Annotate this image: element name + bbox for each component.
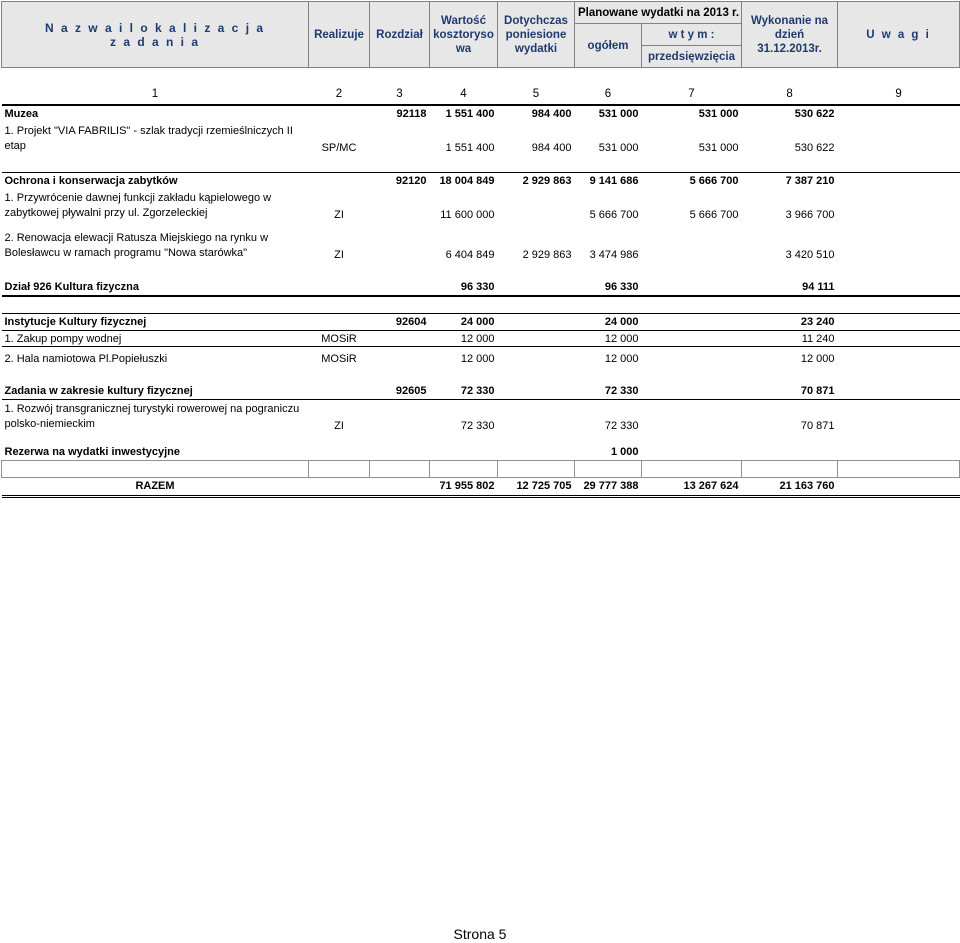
row-rozdzial: 92605 [395,384,427,397]
row-name: 1. Przywrócenie dawnej funkcji zakładu kąpielowego w zabytkowej pływalni przy ul. Zgorzeleckiej [4,192,272,219]
row-przedsiewziecia: 13 267 624 [642,477,742,496]
row-wartosc: 96 330 [460,281,495,293]
header-uwagi: U w a g i [838,2,960,68]
col-num: 4 [430,84,498,105]
col-num: 3 [370,84,430,105]
row-wykonanie: 530 622 [794,108,835,120]
header-wartosc: Wartość kosztoryso wa [430,2,498,68]
row-wartosc: 18 004 849 [439,175,495,187]
header-realizuje: Realizuje [309,2,370,68]
empty-grid-row [2,460,960,477]
row-ogolem: 3 474 986 [589,249,639,261]
header-row [2,2,960,24]
header-rozdzial: Rozdział [370,2,430,68]
row-wartosc: 11 600 000 [440,209,495,221]
row-ogolem: 12 000 [604,353,639,365]
row-name: 2. Renowacja elewacji Ratusza Miejskiego na rynku w Bolesławcu w ramach programu "Nowa starówka" [4,232,269,259]
row-rozdzial: 92120 [395,175,427,187]
col-num: 2 [309,84,370,105]
item-row-rozwoj [2,399,960,434]
row-name: Muzea [4,108,39,120]
row-name: 1. Projekt "VIA FABRILIS" - szlak tradycji rzemieślniczych II etap [4,125,293,152]
row-przedsiewziecia: 531 000 [698,142,739,154]
row-wykonanie: 70 871 [800,384,835,397]
row-wartosc: 1 551 400 [445,142,495,154]
row-wykonanie: 7 387 210 [785,175,835,187]
page-footer: Strona 5 [453,926,507,942]
total-row [2,477,960,496]
col-num: 1 [2,84,309,105]
col-num: 9 [838,84,960,105]
row-wykonanie: 3 420 510 [785,249,835,261]
row-wykonanie: 11 240 [801,332,835,345]
row-name: Rezerwa na wydatki inwestycyjne [4,445,180,458]
row-ogolem: 9 141 686 [589,175,639,187]
header-planowane: Planowane wydatki na 2013 r. [575,2,742,24]
item-row-renowacja [2,229,960,263]
row-name: Zadania w zakresie kultury fizycznej [4,384,193,397]
row-ogolem: 72 330 [604,419,639,432]
row-realizuje: ZI [334,249,344,261]
header-wtym: w t y m : [642,24,742,46]
row-ogolem: 96 330 [604,281,639,293]
item-row-projekt [2,122,960,156]
row-dotychczas: 984 400 [531,108,572,120]
row-ogolem: 1 000 [610,445,639,458]
header-wykonanie: Wykonanie na dzień 31.12.2013r. [742,2,838,68]
row-wartosc: 1 551 400 [445,108,495,120]
row-ogolem: 531 000 [598,108,639,120]
row-wykonanie: 530 622 [794,142,835,154]
section-row-rezerwa [2,444,960,461]
row-wykonanie: 12 000 [800,353,835,365]
row-wykonanie: 94 111 [802,281,835,293]
col-num: 8 [742,84,838,105]
row-wykonanie: 23 240 [800,316,835,328]
col-num: 5 [498,84,575,105]
row-wartosc: 72 330 [460,384,495,397]
row-dotychczas: 2 929 863 [522,249,572,261]
item-row-przywrocenie [2,189,960,223]
row-ogolem: 12 000 [604,332,639,345]
row-ogolem: 24 000 [604,316,639,328]
section-row-muzea [2,105,960,122]
section-row-zadania [2,383,960,400]
row-ogolem: 29 777 388 [575,477,642,496]
row-rozdzial: 92604 [395,316,427,328]
row-wartosc: 12 000 [460,353,495,365]
header-przedsiewziecia: przedsięwzięcia [642,46,742,68]
header-name: N a z w a i l o k a l i z a c j a z a d a n i a [2,2,309,68]
section-row-instytucje [2,314,960,331]
row-realizuje: MOSiR [321,332,357,345]
col-num: 7 [642,84,742,105]
row-name: 1. Zakup pompy wodnej [4,332,122,345]
row-ogolem: 5 666 700 [589,209,639,221]
header-ogolem: ogółem [575,24,642,68]
row-wykonanie: 70 871 [800,419,835,432]
row-name: Instytucje Kultury fizycznej [4,316,147,328]
header-dotychczas: Dotychczas poniesione wydatki [498,2,575,68]
item-row-hala [2,352,960,367]
row-realizuje: MOSiR [321,353,357,365]
section-row-ochrona [2,173,960,190]
row-name: RAZEM [2,477,309,496]
column-numbers-row [2,84,960,105]
row-wartosc: 71 955 802 [430,477,498,496]
row-dotychczas: 12 725 705 [498,477,575,496]
row-ogolem: 531 000 [598,142,639,154]
row-realizuje: SP/MC [321,142,357,154]
row-dotychczas: 2 929 863 [522,175,572,187]
row-ogolem: 72 330 [604,384,639,397]
row-dotychczas: 984 400 [531,142,572,154]
row-name: Ochrona i konserwacja zabytków [4,175,178,187]
row-realizuje: ZI [334,209,344,221]
row-wykonanie: 3 966 700 [785,209,835,221]
item-row-zakup [2,331,960,347]
row-wartosc: 6 404 849 [445,249,495,261]
row-wartosc: 72 330 [460,419,495,432]
row-name: 1. Rozwój transgranicznej turystyki rowerowej na pograniczu polsko-niemieckim [4,402,300,430]
col-num: 6 [575,84,642,105]
row-name: 2. Hala namiotowa Pl.Popiełuszki [4,353,168,365]
investment-table [1,1,960,498]
row-wykonanie: 21 163 760 [742,477,838,496]
row-przedsiewziecia: 531 000 [698,108,739,120]
row-name: Dział 926 Kultura fizyczna [4,281,139,293]
row-rozdzial: 92118 [396,108,427,120]
row-przedsiewziecia: 5 666 700 [689,209,739,221]
row-wartosc: 24 000 [460,316,495,328]
row-wartosc: 12 000 [460,332,495,345]
section-row-dzial926 [2,279,960,296]
row-przedsiewziecia: 5 666 700 [689,175,739,187]
row-realizuje: ZI [334,419,344,432]
